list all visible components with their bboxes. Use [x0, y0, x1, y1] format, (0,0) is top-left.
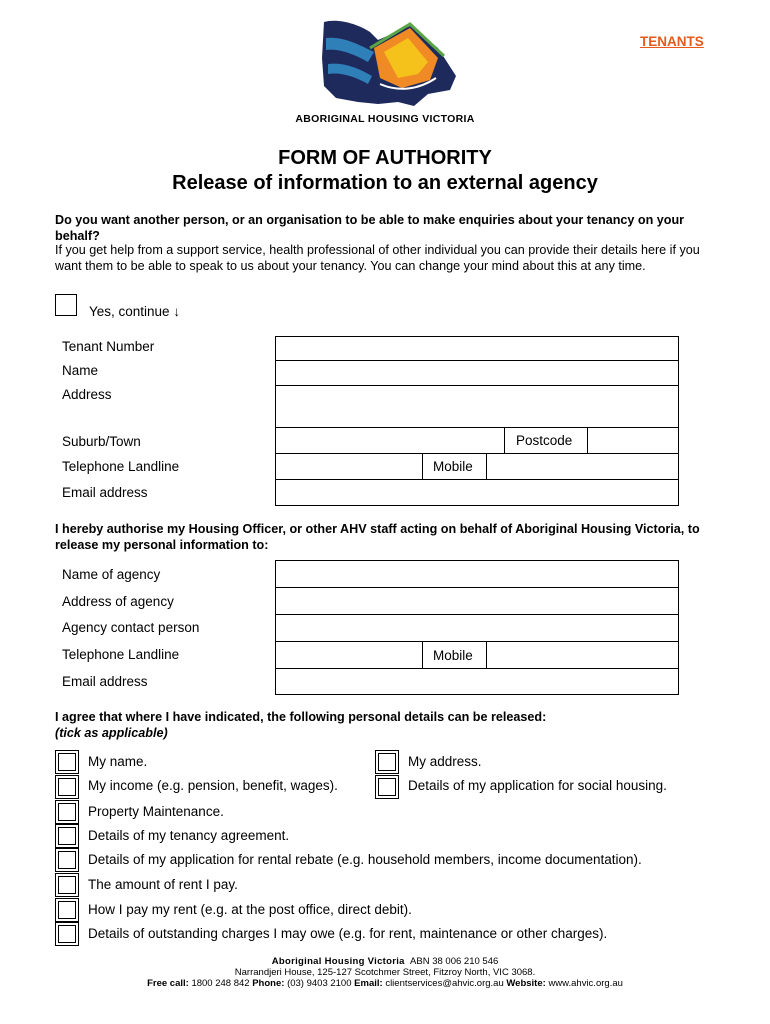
- maintenance-label: Property Maintenance.: [88, 804, 224, 819]
- outstanding-charges-label: Details of outstanding charges I may owe (e.g. for rent, maintenance or other charges).: [88, 926, 608, 941]
- rent-method-label: How I pay my rent (e.g. at the post office, direct debit).: [88, 902, 412, 917]
- rental-rebate-checkbox[interactable]: [55, 848, 79, 872]
- agency-email-field[interactable]: [275, 668, 679, 695]
- consent-heading: I agree that where I have indicated, the following personal details can be released:: [55, 710, 547, 724]
- agency-contact-field[interactable]: [275, 614, 679, 642]
- email-field[interactable]: [275, 479, 679, 506]
- outstanding-charges-checkbox[interactable]: [55, 922, 79, 946]
- org-name: ABORIGINAL HOUSING VICTORIA: [295, 113, 475, 125]
- agency-mobile-field[interactable]: [486, 641, 679, 669]
- rent-amount-label: The amount of rent I pay.: [88, 877, 238, 892]
- consent-note: (tick as applicable): [55, 726, 168, 740]
- agency-email-label: Email address: [62, 674, 148, 689]
- footer-email[interactable]: clientservices@ahvic.org.au: [385, 978, 504, 989]
- agency-landline-field[interactable]: [275, 641, 423, 669]
- postcode-label: Postcode: [516, 433, 573, 448]
- form-title: FORM OF AUTHORITY: [278, 147, 492, 169]
- application-checkbox[interactable]: [375, 775, 399, 799]
- tenant-number-field[interactable]: [275, 336, 679, 361]
- phone-label: Phone:: [252, 978, 285, 989]
- address-label: Address: [62, 387, 112, 402]
- free-call-number: 1800 248 842: [191, 978, 250, 989]
- footer-org: Aboriginal Housing Victoria: [271, 956, 405, 967]
- phone-number: (03) 9403 2100: [287, 978, 352, 989]
- name-field[interactable]: [275, 360, 679, 386]
- postcode-field[interactable]: [587, 427, 679, 454]
- tenancy-agreement-label: Details of my tenancy agreement.: [88, 828, 290, 843]
- my-name-label: My name.: [88, 754, 148, 769]
- rental-rebate-label: Details of my application for rental rebate (e.g. household members, income documentation).: [88, 852, 642, 867]
- mobile-field[interactable]: [486, 453, 679, 480]
- intro-explanation: If you get help from a support service, health professional of other individual you can provide their details here if you want them to be able to speak to us about your tenancy. You can change your mind about this at any time.: [55, 243, 700, 273]
- agency-name-field[interactable]: [275, 560, 679, 588]
- footer-org-line: [0, 956, 770, 967]
- intro-question: Do you want another person, or an organisation to be able to make enquiries about your tenancy on your behalf?: [55, 213, 685, 243]
- free-call-label: Free call:: [147, 978, 189, 989]
- ahv-logo: [318, 18, 460, 110]
- application-label: Details of my application for social housing.: [408, 778, 667, 793]
- email-label: Email address: [62, 485, 148, 500]
- footer-address: Narrandjeri House, 125-127 Scotchmer Street, Fitzroy North, VIC 3068.: [234, 967, 536, 978]
- yes-continue-label: Yes, continue ↓: [89, 304, 181, 319]
- tenant-number-label: Tenant Number: [62, 339, 155, 354]
- footer-website[interactable]: www.ahvic.org.au: [548, 978, 623, 989]
- rent-method-checkbox[interactable]: [55, 898, 79, 922]
- agency-address-field[interactable]: [275, 587, 679, 615]
- postcode-label-cell: [504, 427, 588, 454]
- landline-field[interactable]: [275, 453, 423, 480]
- agency-address-label: Address of agency: [62, 594, 174, 609]
- form-subtitle: Release of information to an external agency: [172, 172, 598, 194]
- name-label: Name: [62, 363, 99, 378]
- my-name-checkbox[interactable]: [55, 750, 79, 774]
- suburb-field[interactable]: [275, 427, 505, 454]
- my-address-checkbox[interactable]: [375, 750, 399, 774]
- rent-amount-checkbox[interactable]: [55, 873, 79, 897]
- agency-landline-label: Telephone Landline: [62, 647, 180, 662]
- yes-continue-checkbox[interactable]: [55, 294, 77, 316]
- website-label: Website:: [506, 978, 546, 989]
- email-label-footer: Email:: [354, 978, 383, 989]
- authorise-text: I hereby authorise my Housing Officer, or other AHV staff acting on behalf of Aboriginal Housing Victoria, to release my personal information to:: [55, 522, 700, 552]
- maintenance-checkbox[interactable]: [55, 800, 79, 824]
- agency-name-label: Name of agency: [62, 567, 161, 582]
- my-address-label: My address.: [408, 754, 482, 769]
- my-income-label: My income (e.g. pension, benefit, wages).: [88, 778, 338, 793]
- footer-contact-line: [0, 978, 770, 989]
- mobile-label: Mobile: [433, 459, 473, 474]
- agency-contact-label: Agency contact person: [62, 620, 200, 635]
- agency-mobile-label-cell: [422, 641, 487, 669]
- my-income-checkbox[interactable]: [55, 775, 79, 799]
- agency-mobile-label: Mobile: [433, 648, 473, 663]
- suburb-label: Suburb/Town: [62, 434, 141, 449]
- tenancy-agreement-checkbox[interactable]: [55, 824, 79, 848]
- address-field[interactable]: [275, 385, 679, 428]
- footer-abn: ABN 38 006 210 546: [410, 956, 499, 967]
- tenants-tag: TENANTS: [640, 34, 704, 49]
- mobile-label-cell: [422, 453, 487, 480]
- landline-label: Telephone Landline: [62, 459, 180, 474]
